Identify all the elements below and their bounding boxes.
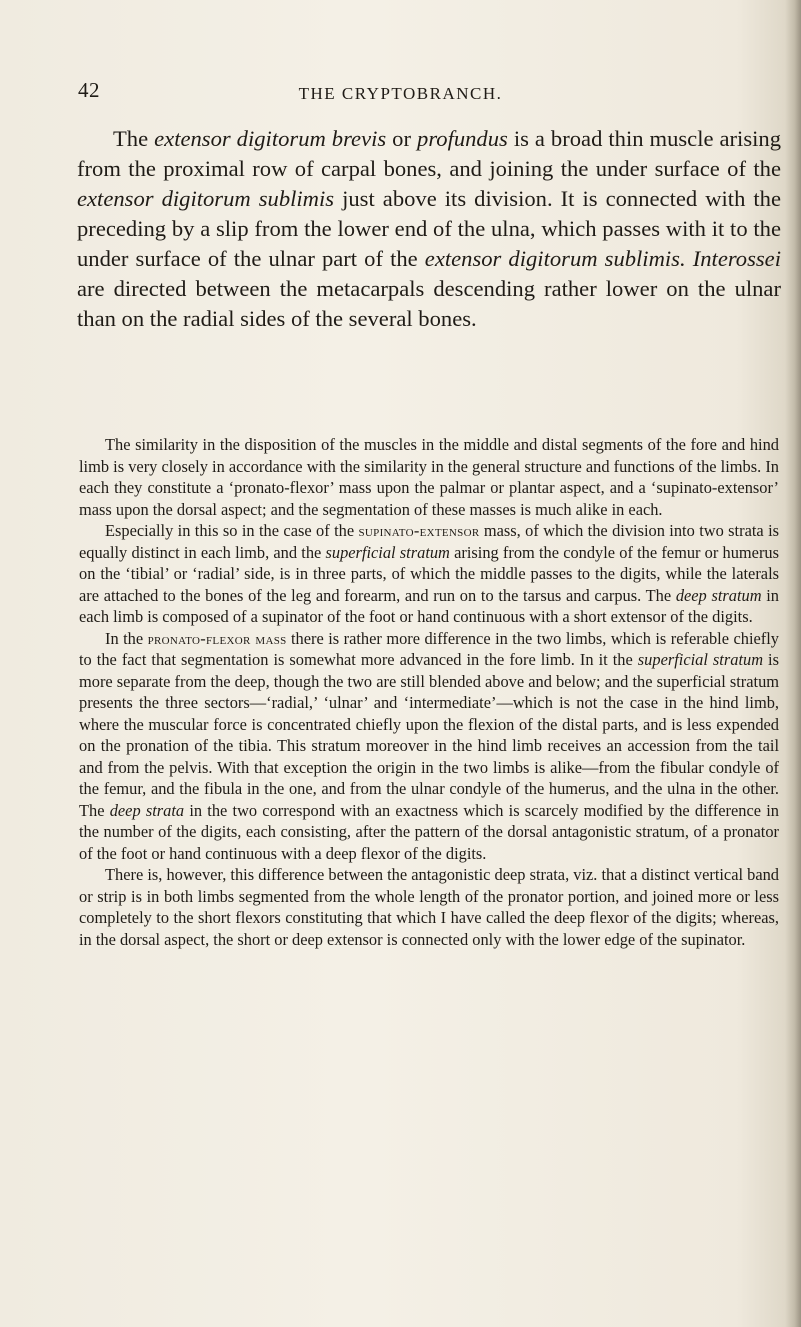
text-run: in each limb is composed of a supinator of the foot or hand continuous with a short extensor of the digits.: [79, 585, 779, 626]
text-run: are directed between the metacarpals descending rather lower on the ulnar than on the radial sides of the several bones.: [77, 276, 781, 331]
text-run: or: [386, 126, 418, 151]
small-caps-term: pronato-flexor mass: [147, 628, 287, 648]
text-run: [686, 246, 693, 271]
italic-term: deep stratum: [675, 585, 762, 605]
paragraph-extensor-brevis: [77, 124, 781, 334]
note-deep-strata: There is, however, this difference between the antagonistic deep strata, viz. that a distinct vertical band or strip is in both limbs segmented from the whole length of the pronator portion, and joined more or less completely to the short flexors constituting that which I have called the deep flexor of the digits; whereas, in the dorsal aspect, the short or deep extensor is connected only with the lower edge of the supinator.: [79, 865, 779, 949]
text-run: in the two correspond with an exactness which is scarcely modified by the difference in the number of the digits, each consisting, after the pattern of the dorsal antagonistic stratum, of a pronator of the foot or hand continuous with a deep flexor of the digits.: [79, 800, 779, 863]
page-header: [0, 78, 801, 108]
note-pronato-flexor: [79, 628, 779, 865]
small-print-notes: [79, 434, 779, 950]
text-run: The: [113, 126, 155, 151]
text-run: just above its division. It is connected with the preceding by a slip from the lower end of the ulna, which passes with it to the under surface of the ulnar part of the: [77, 186, 782, 271]
text-run: Especially in this so in the case of the: [105, 521, 359, 540]
small-caps-term: supinato-extensor: [358, 521, 480, 540]
note-similarity: The similarity in the disposition of the muscles in the middle and distal segments of the fore and hind limb is very closely in accordance with the similarity in the general structure and functions of the limbs. In each they constitute a ‘pronato-flexor’ mass upon the palmar or plantar aspect, and a ‘supinato-extensor’ mass upon the dorsal aspect; and the segmentation of these masses is much alike in each.: [79, 435, 779, 519]
italic-term: superficial stratum: [637, 650, 764, 669]
text-run: mass, of which the division into two strata is equally distinct in each limb, and the: [79, 521, 779, 562]
italic-term: deep strata: [109, 800, 185, 820]
italic-term: Interossei: [692, 246, 781, 271]
text-run: is more separate from the deep, though the two are still blended above and below; and the superficial stratum presents the three sectors—‘radial,’ ‘ulnar’ and ‘intermediate’—which is not the case in the hind limb, where the muscular force is concentrated chiefly upon the flexion of the distal parts, and is less expended on the pronation of the tibia. This stratum moreover in the hind limb receives an accession from the tail and from the pelvis. With that exception the origin in the two limbs is alike—from the fibular condyle of the femur, and the fibula in the one, and from the ulnar condyle of the humerus, and the ulna in the other. The: [79, 650, 780, 820]
italic-term: extensor digitorum sublimis: [77, 186, 335, 211]
italic-term: extensor digitorum sublimis.: [424, 246, 686, 271]
text-run: is a broad thin muscle arising from the proximal row of carpal bones, and joining the under surface of the: [77, 126, 782, 181]
text-run: there is rather more difference in the two limbs, which is referable chiefly to the fact that segmentation is somewhat more advanced in the fore limb. In it the: [79, 628, 779, 669]
text-run: arising from the condyle of the femur or humerus on the ‘tibial’ or ‘radial’ side, is in three parts, of which the middle passes to the digits, while the laterals are attached to the bones of the leg and forearm, and run on to the tarsus and carpus. The: [79, 542, 779, 605]
page-number: 42: [78, 78, 100, 102]
main-text: [77, 124, 781, 334]
note-supinato-extensor: [79, 520, 779, 628]
italic-term: superficial stratum: [325, 542, 450, 562]
italic-term: extensor digitorum brevis: [154, 126, 387, 151]
text-run: In the: [105, 628, 148, 648]
running-head: THE CRYPTOBRANCH.: [298, 84, 503, 103]
page-edge-shadow: [785, 0, 801, 1327]
italic-term: profundus: [417, 126, 508, 151]
